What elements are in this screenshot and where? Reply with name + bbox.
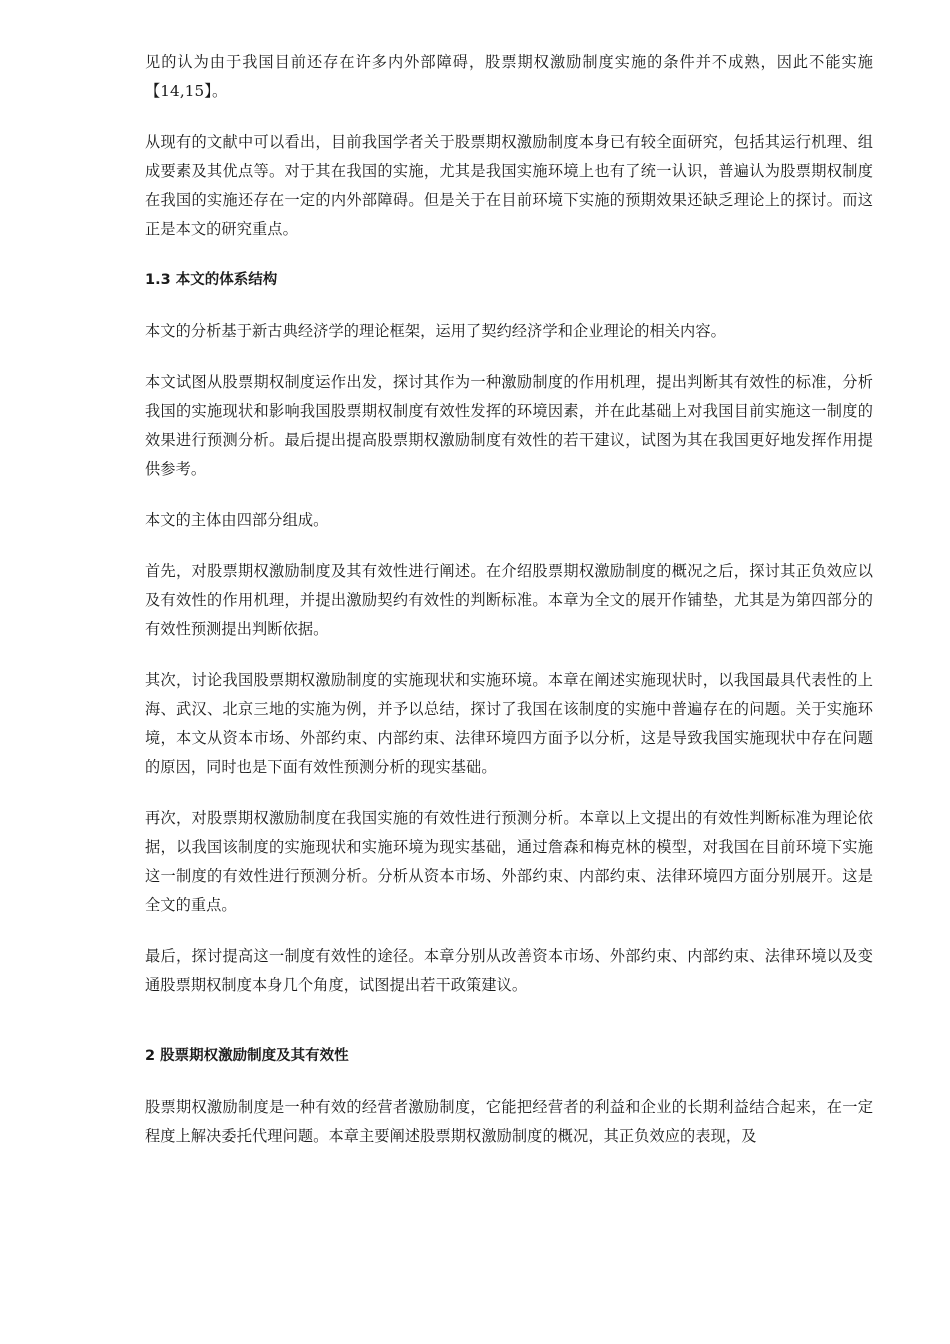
paragraph-part-one: 首先，对股票期权激励制度及其有效性进行阐述。在介绍股票期权激励制度的概况之后，探讨其正负效应以及有效性的作用机理，并提出激励契约有效性的判断标准。本章为全文的展开作铺垫，尤其是为第四部分的有效性预测提出判断依据。 xyxy=(145,562,873,638)
paragraph-structure-intro: 本文的主体由四部分组成。 xyxy=(145,511,329,529)
paragraph-intro-tail: 见的认为由于我国目前还存在许多内外部障碍，股票期权激励制度实施的条件并不成熟，因此不能实施【14,15】。 xyxy=(145,53,873,100)
document-page xyxy=(145,48,873,1173)
paragraph-purpose: 本文试图从股票期权制度运作出发，探讨其作为一种激励制度的作用机理，提出判断其有效性的标准，分析我国的实施现状和影响我国股票期权制度有效性发挥的环境因素，并在此基础上对我国目前实施这一制度的效果进行预测分析。最后提出提高股票期权激励制度有效性的若干建议，试图为其在我国更好地发挥作用提供参考。 xyxy=(145,373,873,478)
paragraph-part-three: 再次，对股票期权激励制度在我国实施的有效性进行预测分析。本章以上文提出的有效性判断标准为理论依据，以我国该制度的实施现状和实施环境为现实基础，通过詹森和梅克林的模型，对我国在目前环境下实施这一制度的有效性进行预测分析。分析从资本市场、外部约束、内部约束、法律环境四方面分别展开。这是全文的重点。 xyxy=(145,809,873,914)
paragraph-literature-summary: 从现有的文献中可以看出，目前我国学者关于股票期权激励制度本身已有较全面研究，包括其运行机理、组成要素及其优点等。对于其在我国的实施，尤其是我国实施环境上也有了统一认识，普遍认为股票期权制度在我国的实施还存在一定的内外部障碍。但是关于在目前环境下实施的预期效果还缺乏理论上的探讨。而这正是本文的研究重点。 xyxy=(145,133,873,238)
section-heading-2: 2 股票期权激励制度及其有效性 xyxy=(145,1048,349,1064)
paragraph-part-four: 最后，探讨提高这一制度有效性的途径。本章分别从改善资本市场、外部约束、内部约束、法律环境以及变通股票期权制度本身几个角度，试图提出若干政策建议。 xyxy=(145,947,873,994)
paragraph-part-two: 其次，讨论我国股票期权激励制度的实施现状和实施环境。本章在阐述实施现状时，以我国最具代表性的上海、武汉、北京三地的实施为例，并予以总结，探讨了我国在该制度的实施中普遍存在的问题。关于实施环境，本文从资本市场、外部约束、内部约束、法律环境四方面予以分析，这是导致我国实施现状中存在问题的原因，同时也是下面有效性预测分析的现实基础。 xyxy=(145,671,873,776)
paragraph-framework: 本文的分析基于新古典经济学的理论框架，运用了契约经济学和企业理论的相关内容。 xyxy=(145,322,726,340)
paragraph-chapter-two-intro: 股票期权激励制度是一种有效的经营者激励制度，它能把经营者的利益和企业的长期利益结合起来，在一定程度上解决委托代理问题。本章主要阐述股票期权激励制度的概况，其正负效应的表现，及 xyxy=(145,1098,873,1145)
section-heading-1-3: 1.3 本文的体系结构 xyxy=(145,272,278,288)
